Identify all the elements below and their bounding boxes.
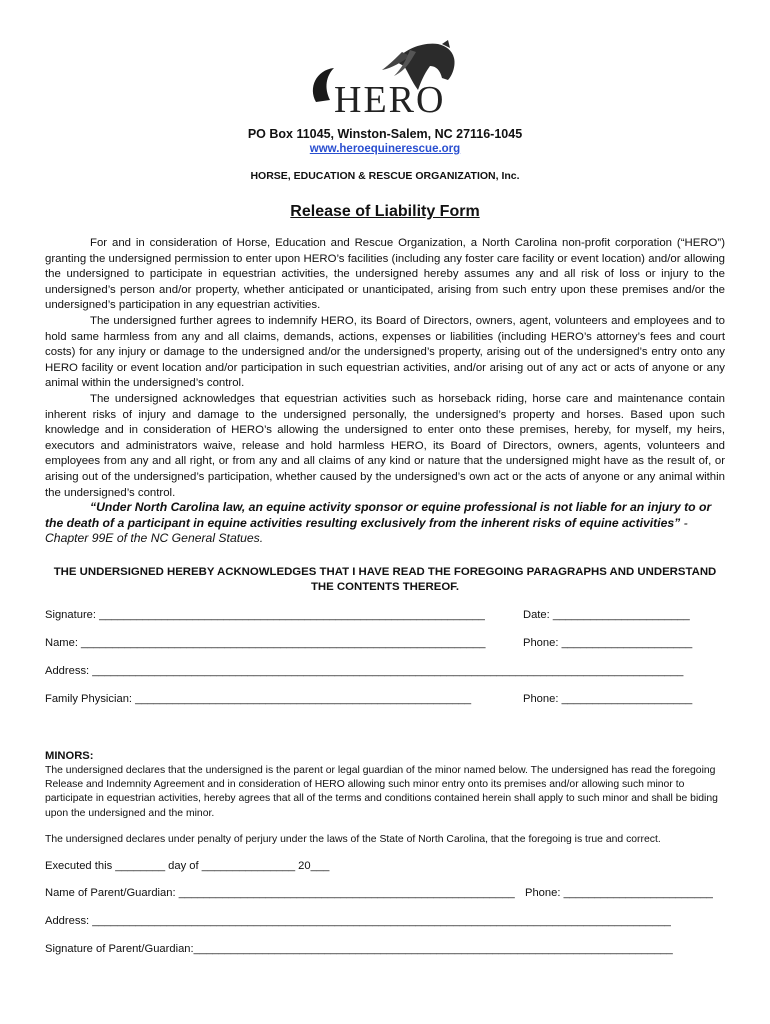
paragraph-indemnify: The undersigned further agrees to indemnify HERO, its Board of Directors, owners, agent, volunteers and employees and to hold same harmless from any and all claims, demands, actions, expenses or liabilities (including HERO’s attorney’s fees and court costs) for any injury or damage to the undersigned and/or the undersigned’s property, arising out of the undersigned’s entry onto any HERO facility or event location and/or participation in such equestrian activities, and/or arising out of any act or acts of anyone or any animal within the undersigned’s control. bbox=[45, 314, 725, 390]
release-body bbox=[45, 236, 725, 501]
organization-name: HORSE, EDUCATION & RESCUE ORGANIZATION, Inc. bbox=[250, 170, 520, 182]
date-field[interactable]: Date: ______________________ bbox=[523, 609, 690, 621]
website-link[interactable]: www.heroequinerescue.org bbox=[309, 143, 461, 155]
perjury-declaration: The undersigned declares under penalty of perjury under the laws of the State of North Carolina, that the foregoing is true and correct. bbox=[45, 834, 661, 845]
phone-field[interactable]: Phone: _____________________ bbox=[523, 637, 693, 649]
parent-name-field[interactable]: Name of Parent/Guardian: ______________________________________________________ bbox=[45, 887, 515, 899]
parent-phone-field[interactable]: Phone: ________________________ bbox=[525, 887, 713, 899]
logo-wordmark: HERO bbox=[334, 79, 446, 121]
acknowledgement-statement: THE UNDERSIGNED HEREBY ACKNOWLEDGES THAT I HAVE READ THE FOREGOING PARAGRAPHS AND UNDERSTAND THE CONTENTS THEREOF. bbox=[53, 566, 717, 593]
address-field[interactable]: Address: _______________________________________________________________________________________________ bbox=[45, 665, 684, 677]
parent-signature-field[interactable]: Signature of Parent/Guardian:_____________________________________________________________________________ bbox=[45, 943, 673, 955]
minors-heading: MINORS: bbox=[45, 750, 94, 762]
nc-law-quote bbox=[45, 500, 725, 547]
physician-phone-field[interactable]: Phone: _____________________ bbox=[523, 693, 693, 705]
name-field[interactable]: Name: _________________________________________________________________ bbox=[45, 637, 486, 649]
page-title: Release of Liability Form bbox=[290, 203, 480, 220]
parent-address-field[interactable]: Address: _____________________________________________________________________________________________ bbox=[45, 915, 671, 927]
signature-field[interactable]: Signature: ______________________________________________________________ bbox=[45, 609, 485, 621]
paragraph-consideration: For and in consideration of Horse, Education and Rescue Organization, a North Carolina non-profit corporation (“HERO”) granting the undersigned permission to enter upon HERO’s facilities (including any foster care facility or event location) and/or allowing the undersigned to participate in equestrian activities, the undersigned hereby assumes any and all risk of loss or injury to the undersigned’s person and/or property, whether anticipated or unanticipated, arising from such entry upon these premises and/or the undersigned’s participation in any equestrian activities. bbox=[45, 237, 725, 312]
quote-citation: - Chapter 99E of the NC General Statues. bbox=[45, 515, 688, 546]
minors-declaration: The undersigned declares that the undersigned is the parent or legal guardian of the minor named below. The undersigned has read the foregoing Release and Indemnity Agreement and in consideration of HERO allowing such minor entry onto its premises and/or allowing such minor to participate in equestrian activities, hereby agrees that all of the terms and conditions contained herein shall apply to such minor and shall be biding upon the undersigned and the minor. bbox=[45, 765, 718, 819]
executed-date-field[interactable]: Executed this ________ day of _______________ 20___ bbox=[45, 860, 330, 872]
paragraph-acknowledge-risk: The undersigned acknowledges that equestrian activities such as horseback riding, horse care and maintenance contain inherent risks of injury and damage to the undersigned personally, the undersigned’s property and horses. Based upon such knowledge and in consideration of HERO’s allowing the undersigned to enter onto these premises, hereby, for myself, my heirs, executors and administrators waive, release and hold harmless HERO, its Board of Directors, owners, agents, volunteers and employees from any and all right, or from any and all claims of any kind or nature that the undersigned might have as the result of, or arising out of the undersigned’s participation, whether caused by the undersigned’s own act or the acts of anyone or any animal within the undersigned’s control. bbox=[45, 392, 725, 499]
quote-text: “Under North Carolina law, an equine activity sponsor or equine professional is not liable for an injury to or the death of a participant in equine activities resulting exclusively from the inherent risks of equine activities” bbox=[45, 500, 712, 530]
family-physician-field[interactable]: Family Physician: ______________________________________________________ bbox=[45, 693, 472, 705]
mailing-address: PO Box 11045, Winston-Salem, NC 27116-1045 bbox=[247, 127, 523, 141]
